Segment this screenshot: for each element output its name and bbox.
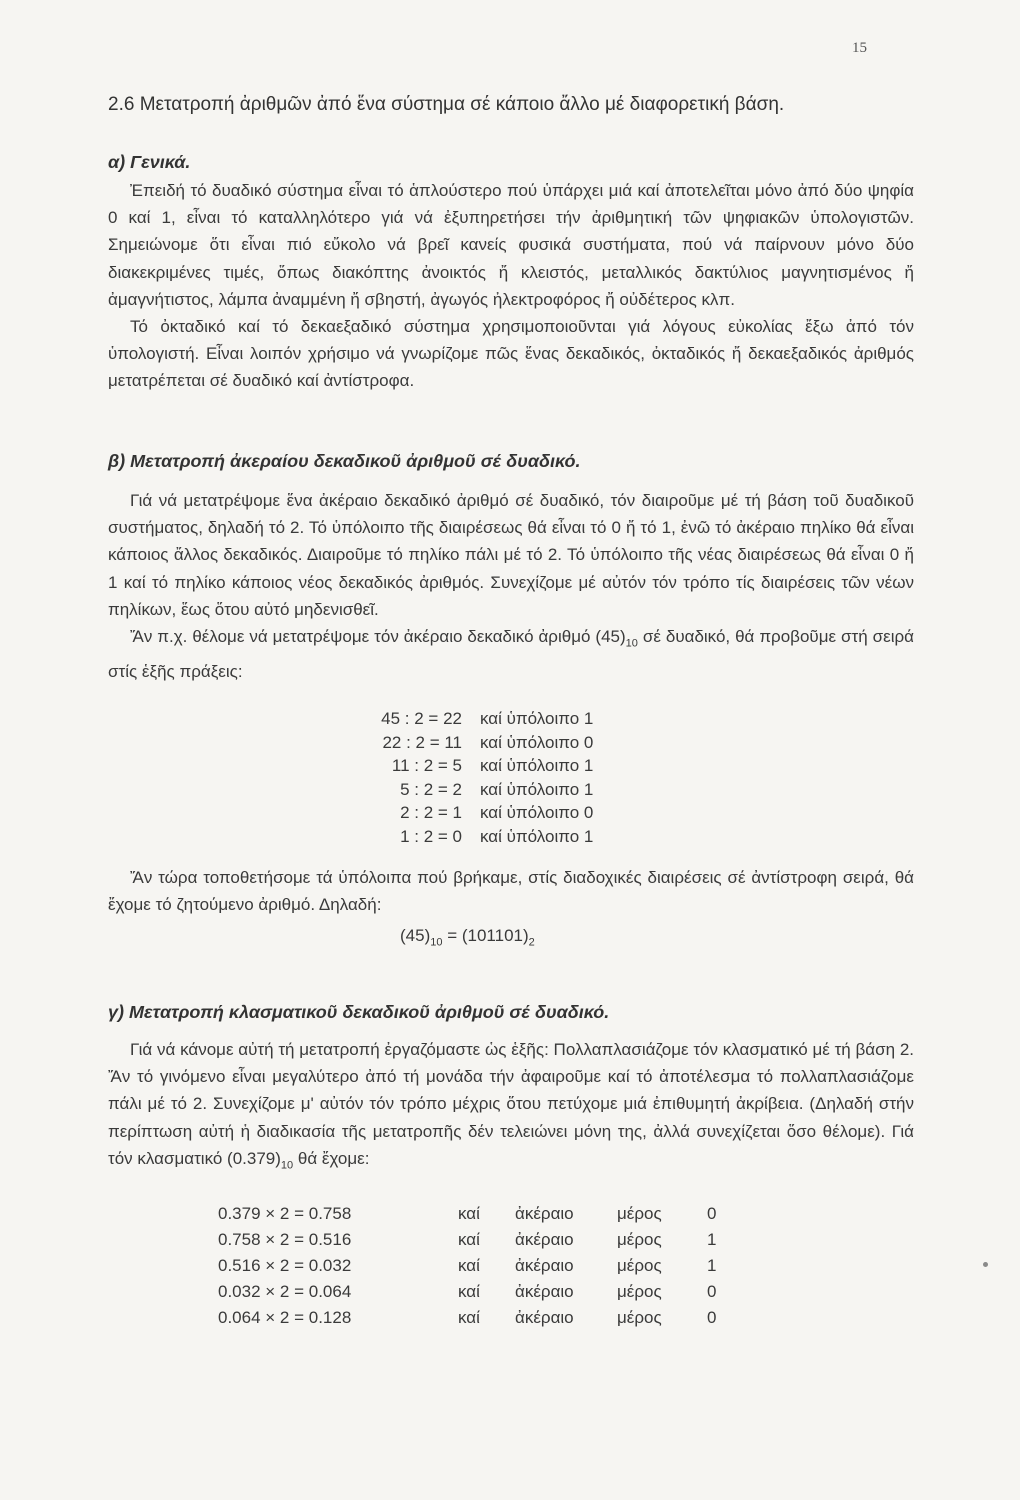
division-table [334, 707, 660, 849]
division-expression: 2 : 2 = 1 [400, 803, 462, 823]
subscript: 10 [430, 936, 443, 949]
paragraph [108, 623, 914, 685]
division-expression: 1 : 2 = 0 [400, 826, 462, 846]
division-expression: 22 : 2 = 11 [382, 732, 462, 752]
multiplication-expression: 0.064 × 2 = 0.128 [218, 1308, 352, 1327]
paragraph: Ἄν τώρα τοποθετήσομε τά ὑπόλοιπα πού βρήκαμε, στίς διαδοχικές διαιρέσεις σέ ἀντίστροφη σειρά, θά ἔχομε τό ζητούμενο ἀριθμό. Δηλαδή: [108, 868, 914, 915]
multiplication-expression: 0.758 × 2 = 0.516 [218, 1230, 352, 1249]
integer-digit: 1 [707, 1230, 717, 1249]
scan-speck [983, 1262, 988, 1267]
division-row [334, 801, 660, 825]
division-expression: 45 : 2 = 22 [381, 709, 462, 728]
paragraph [108, 1036, 914, 1179]
division-row [334, 825, 660, 849]
word: καί [458, 1282, 480, 1301]
subscript: 10 [625, 637, 638, 650]
multiplication-expression: 0.379 × 2 = 0.758 [218, 1204, 352, 1223]
paragraph: Ἐπειδή τό δυαδικό σύστημα εἶναι τό ἁπλούστερο πού ὑπάρχει μιά καί ἀποτελεῖται μόνο ἀπό δύο ψηφία 0 καί 1, εἶναι τό καταλληλότερο γιά νά ἐξυπηρετήσει τήν ἀριθμητική τῶν ψηφιακῶν ὑπολογιστῶν. Σημειώνομε ὅτι εἶναι πιό εὔκολο νά βρεῖ κανείς φυσικά συστήματα, πού νά παίρνουν μόνο δύο διακεκριμένες τιμές, ὅπως διακόπτης ἀνοικτός ἤ κλειστός, μεταλλικός δακτύλιος μαγνητισμένος ἤ ἀμαγνήτιστος, λάμπα ἀναμμένη ἤ σβηστή, ἀγωγός ἠλεκτροφόρος ἤ οὐδέτερος κλπ. [108, 181, 914, 309]
word: ἀκέραιο [515, 1282, 574, 1301]
word: μέρος [617, 1230, 662, 1249]
multiplication-table [218, 1201, 727, 1331]
text-fragment: Γιά νά κάνομε αὐτή τή μετατροπή ἐργαζόμαστε ὡς ἑξῆς: Πολλαπλασιάζομε τόν κλασματικό μέ τή βάση 2. Ἄν τό γινόμενο εἶναι μεγαλύτερο ἀπό τή μονάδα τήν ἀφαιροῦμε καί τό ἀποτέλεσμα τό πολλαπλασιάζομε πάλι μέ τό 2. Συνεχίζομε μ' αὐτόν τόν τρόπο μέχρις ὅτου πετύχομε μιά ἐπιθυμητή ἀκρίβεια. (Δηλαδή στήν περίπτωση αὐτή ἡ διαδικασία τῆς μετατροπῆς δέν τελειώνει μόνη της, ἀλλά συνεχίζεται ὅσο θέλομε). Γιά τόν κλασματικό (0.379) [108, 1040, 914, 1168]
subsection-b-text [108, 487, 914, 685]
word: μέρος [617, 1204, 662, 1223]
division-remainder: καί ὑπόλοιπο 1 [480, 756, 594, 776]
division-remainder: καί ὑπόλοιπο 0 [480, 803, 594, 823]
multiplication-row [218, 1305, 727, 1331]
integer-digit: 0 [707, 1308, 717, 1327]
division-remainder: καί ὑπόλοιπο 1 [480, 779, 594, 799]
page-number: 15 [852, 40, 867, 56]
section-title: 2.6 Μετατροπή ἀριθμῶν ἀπό ἕνα σύστημα σέ κάποιο ἄλλο μέ διαφορετική βάση. [108, 94, 785, 115]
subscript: 2 [528, 936, 535, 949]
word: ἀκέραιο [515, 1204, 574, 1223]
subsection-b-heading: β) Μετατροπή ἀκεραίου δεκαδικοῦ ἀριθμοῦ σέ δυαδικό. [108, 451, 581, 471]
division-row [334, 754, 660, 778]
multiplication-row [218, 1227, 727, 1253]
division-expression: 5 : 2 = 2 [400, 779, 462, 799]
integer-digit: 0 [707, 1204, 717, 1223]
multiplication-expression: 0.032 × 2 = 0.064 [218, 1282, 352, 1301]
word: ἀκέραιο [515, 1308, 574, 1327]
division-row [334, 778, 660, 802]
word: ἀκέραιο [515, 1230, 574, 1249]
formula-rhs: = (101101) [442, 926, 529, 945]
division-expression: 11 : 2 = 5 [391, 756, 462, 776]
subsection-b-conclusion [108, 864, 914, 918]
subsection-a-text [108, 177, 914, 395]
subsection-c-heading: γ) Μετατροπή κλασματικοῦ δεκαδικοῦ ἀριθμοῦ σέ δυαδικό. [108, 1002, 610, 1022]
paragraph: Γιά νά μετατρέψομε ἕνα ἀκέραιο δεκαδικό ἀριθμό σέ δυαδικό, τόν διαιροῦμε μέ τή βάση τοῦ δυαδικοῦ συστήματος, δηλαδή τό 2. Τό ὑπόλοιπο τῆς διαιρέσεως θά εἶναι τό 0 ἤ τό 1, ἐνῶ τό ἀκέραιο πηλίκο θά εἶναι κάποιος ἄλλος δεκαδικός. Διαιροῦμε τό πηλίκο πάλι μέ τό 2. Τό ὑπόλοιπο τῆς νέας διαιρέσεως θά εἶναι 0 ἤ 1 καί τό πηλίκο κάποιος νέος δεκαδικός ἀριθμός. Συνεχίζομε μέ αὐτόν τόν τρόπο τίς διαιρέσεις τῶν νέων πηλίκων, ἕως ὅτου αὐτό μηδενισθεῖ. [108, 491, 914, 619]
multiplication-expression: 0.516 × 2 = 0.032 [218, 1256, 352, 1275]
word: καί [458, 1308, 480, 1327]
word: μέρος [617, 1256, 662, 1275]
word: ἀκέραιο [515, 1256, 574, 1275]
subsection-a-heading: α) Γενικά. [108, 152, 191, 172]
division-row [334, 707, 660, 731]
subsection-c-text [108, 1036, 914, 1179]
word: καί [458, 1204, 480, 1223]
multiplication-row [218, 1201, 727, 1227]
division-row [334, 731, 660, 755]
word: καί [458, 1230, 480, 1249]
division-remainder: καί ὑπόλοιπο 0 [480, 732, 594, 752]
integer-digit: 1 [707, 1256, 717, 1275]
text-fragment: σέ δυαδικό, θά προβοῦμε στή σειρά στίς ἑξῆς πράξεις: [108, 627, 914, 681]
integer-digit: 0 [707, 1282, 717, 1301]
formula-lhs: (45) [400, 926, 431, 945]
division-remainder: καί ὑπόλοιπο 1 [480, 826, 594, 846]
subscript: 10 [280, 1159, 294, 1172]
text-fragment: Ἄν π.χ. θέλομε νά μετατρέψομε τόν ἀκέραιο δεκαδικό ἀριθμό (45) [130, 627, 626, 647]
text-fragment: θά ἔχομε: [293, 1148, 370, 1168]
multiplication-row [218, 1279, 727, 1305]
result-formula [400, 926, 535, 948]
word: μέρος [617, 1308, 662, 1327]
word: καί [458, 1256, 480, 1275]
multiplication-row [218, 1253, 727, 1279]
division-remainder: καί ὑπόλοιπο 1 [480, 709, 594, 728]
word: μέρος [617, 1282, 662, 1301]
paragraph: Τό ὀκταδικό καί τό δεκαεξαδικό σύστημα χρησιμοποιοῦνται γιά λόγους εὐκολίας ἔξω ἀπό τόν ὑπολογιστή. Εἶναι λοιπόν χρήσιμο νά γνωρίζομε πῶς ἕνας δεκαδικός, ὀκταδικός ἤ δεκαεξαδικός ἀριθμός μετατρέπεται σέ δυαδικό καί ἀντίστροφα. [108, 317, 914, 391]
